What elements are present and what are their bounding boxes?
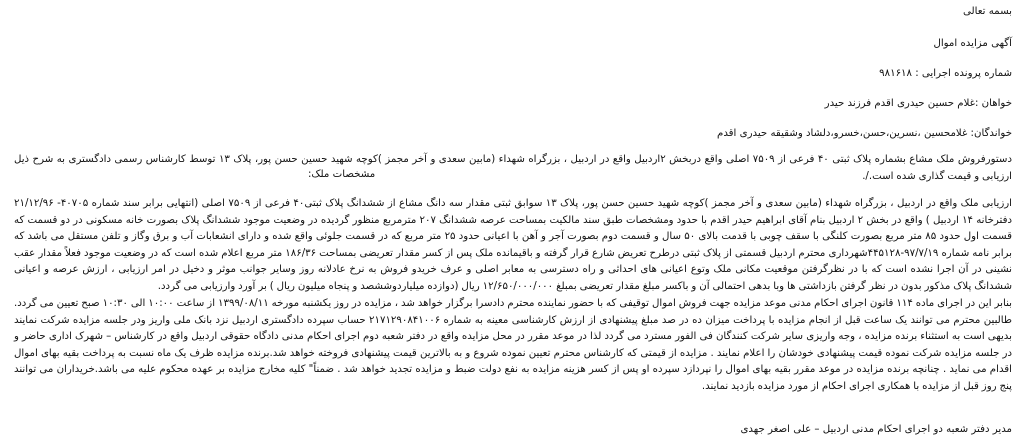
auction-terms-paragraph: بنابر این در اجرای ماده ۱۱۴ قانون اجرای احکام مدنی موعد مزایده جهت فروش اموال توقیفی که با حضور نماینده محترم دادسرا برگزار خواهد شد ، مزایده در روز یکشنبه مورخه ۱۳۹۹/۰۸/۱۱ از ساعت ۱۰:۰۰ الی ۱۰:۳۰ صبح تعیین می گردد. طالبین محترم می توانند یک ساعت قبل از انجام مزایده با پرداخت میزان ده در صد مبلغ پیشنهادی از ارزش کارشناسی معینه به شماره ۲۱۷۱۲۹۰۸۴۱۰۰۶ حساب سپرده دادگستری اردبیل نزد بانک ملی واریز ودر جلسه مزایده شرکت نمایند بدیهی است به استثناء برنده مزایده ، وجه واریزی سایر شرکت کنندگان فی الفور مسترد می گردد لذا در موعد مقرر در محل مزایده واقع در دفتر شعبه دوم اجرای احکام مدنی دادگاه حقوقی اردبیل واقع در کارشناس – شهرک اداری حاضر و در جلسه مزایده شرکت نموده قیمت پیشنهادی خودشان را اعلام نمایند . مزایده از قیمتی که کارشناس محترم تعیین نموده شروع و به بالاترین قیمت پیشنهادی فروخته خواهد شد.برنده مزایده ظرف یک ماه نسبت به پرداخت بقیه بهای اموال اقدام می نماید . چنانچه برنده مزایده در موعد مقرر بقیه بهای اموال را نپردازد سپرده او پس از کسر هزینه مزایده به نفع دولت ضبط و مزایده تجدید خواهد شد . ضمناً" کلیه مخارج مزایده بر عهده محکوم علیه می باشد.خریداران می توانند پنج روز قبل از مزایده با همکاری اجرای احکام از مورد مزایده بازدید نمایند. — [14, 298, 1013, 392]
case-number: شماره پرونده اجرایی : ۹۸۱۶۱۸ — [879, 68, 1012, 79]
notice-title: آگهی مزایده اموال — [933, 38, 1012, 49]
signature-line: مدیر دفتر شعبه دو اجرای احکام مدنی اردبیل – علی اصغر جهدی — [740, 424, 1012, 435]
property-section-label: مشخصات ملک: — [308, 169, 376, 180]
subject-paragraph: دستورفروش ملک مشاع بشماره پلاک ثبتی ۴۰ فرعی از ۷۵۰۹ اصلی واقع دربخش ۲اردبیل واقع در اردبیل ، بزرگراه شهداء (مابین سعدی و آخر مجمز )کوچه شهید حسین حسن پور، پلاک ۱۳ توسط کارشناس رسمی دادگستری به شرح ذیل ارزیابی و قیمت گذاری شده است./. — [14, 154, 1012, 182]
plaintiff-line: خواهان :غلام حسین حیدری اقدم فرزند حیدر — [824, 98, 1012, 109]
property-description: ارزیابی ملک واقع در اردبیل ، بزرگراه شهداء (مابین سعدی و آخر مجمز )کوچه شهید حسین حسن پور، پلاک ۱۳ سوابق ثبتی مقدار سه دانگ مشاع از ششدانگ پلاک ثبتی۴۰ فرعی از ۷۵۰۹ اصلی (انتهایی برابر سند شماره ۴۰۷۰۵- ۲۱/۱۲/۹۶ دفترخانه ۱۴ اردبیل ) واقع در بخش ۲ اردبیل بنام آقای ابراهیم حیدر اقدم با حدود ومشخصات طبق سند مالکیت بمساحت عرصه ششدانگ ۲۰۷ مترمربع منظور گردیده در وضعیت موجود ششدانگ پلاک بصورت خانه مسکونی در دو قسمت که قسمت اول حدود ۸۵ متر مربع بصورت کلنگی با سقف چوبی با قدمت بالای ۵۰ سال و قسمت دوم بصورت آجر و آهن با اعیانی حدود ۲۵ متر مربع که در قسمت جلوئی واقع شده و دارای انشعابات آب و برق وگاز و تلفن مستقل می باشد که برابر نامه شماره ۹۷/۷/۱۹-۴۴۵۱۲۸شهرداری محترم اردبیل قسمتی از پلاک ثبتی درطرح تعریض شارع قرار گرفته و باقیمانده ملک پس از کسر مقدار تعریضی بمساحت ۱۸۶/۳۶ متر مربع اعلام شده است که در وضعیت موجود فعلاً مقدار عقب نشینی در آن اجرا نشده است که با در نظرگرفتن موقعیت مکانی ملک وتوع اعیانی های احداثی و راه دسترسی به معابر اصلی و عرف خریدو فروش به نرخ عادلانه روز وسایر جوانب موثر و دخیل در امر ارزیابی ، ارزش عرصه و اعیانی ششدانگ پلاک مذکور بدون در نظر گرفتن بازداشتی ها وبا بدهی احتمالی آن و باکسر مبلغ مقدار تعریضی بمبلغ ۱۲/۶۵۰/۰۰۰/۰۰۰ ریال (دوازده میلیاردوششصد و پنجاه میلیون ریال ) بر آورد وارزیابی می گردد. — [14, 198, 1013, 292]
defendants-line: خواندگان: غلامحسین ،نسرین،حسن،خسرو،دلشاد وشقیقه حیدری اقدم — [717, 128, 1012, 139]
notice-heading: بسمه تعالی — [963, 6, 1012, 17]
